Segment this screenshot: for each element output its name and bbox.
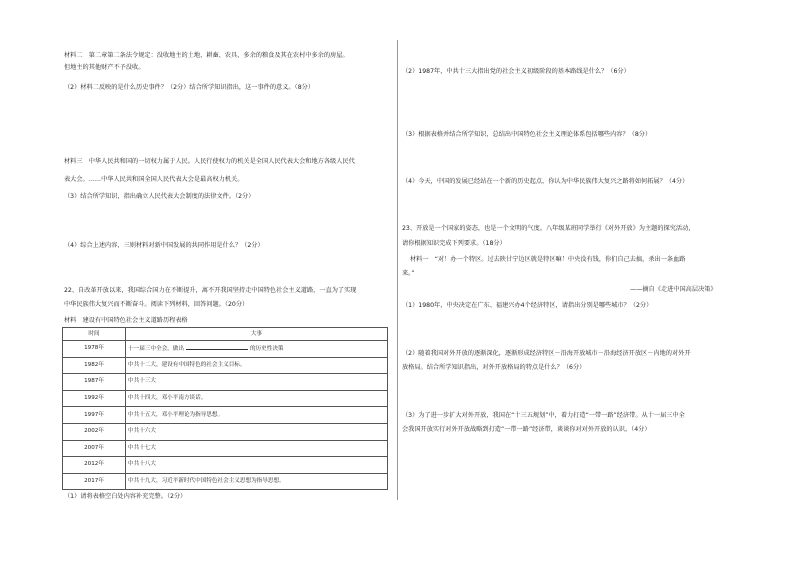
question-23-line-2: 请你根据知识完成下列要求。（18分） (402, 240, 506, 247)
table-header-event: 大事 (126, 328, 388, 341)
table-cell-event: 中共十四大，邓小平南方谈话。 (126, 390, 388, 407)
table-cell-year: 1992年 (63, 390, 126, 407)
table-cell-event: 中共十三大 (126, 374, 388, 391)
table-cell-year: 2007年 (63, 440, 126, 457)
table-cell-event: 中共十九大，习近平新时代中国特色社会主义思想为指导思想。 (126, 473, 388, 490)
table-cell-event (126, 341, 388, 358)
table-header-time: 时间 (63, 328, 126, 341)
table-row (63, 473, 388, 490)
table-cell-year: 1987年 (63, 374, 126, 391)
table-cell-year: 1982年 (63, 357, 126, 374)
table-question-1: （1）请将表格空白处内容补充完整。（2分） (64, 493, 187, 500)
question-23-line-1: 23、开放是一个国家的姿态，也是一个文明的气度。八年级某班同学举行《对外开放》为主题的探究活动， (402, 225, 695, 232)
table-row (63, 357, 388, 374)
material-1-source: ——摘自《走进中国高层决策》 (630, 286, 717, 293)
event-suffix: 的历史性决策 (249, 346, 284, 353)
question-2: （2）材料二反映的是什么历史事件？（2分）结合所学知识指出，这一事件的意义。（8分） (64, 84, 315, 91)
table-header-row (63, 328, 388, 341)
table-cell-event: 中共十七大 (126, 440, 388, 457)
question-23-2-line-1: （2）随着我国对外开放的逐渐深化，逐渐形成经济特区－沿海开放城市－沿海经济开放区－内地的对外开 (402, 350, 691, 357)
table-caption: 材料 建设有中国特色社会主义道路历程表格 (64, 317, 188, 324)
material-2-line-1: 材料二 第二章第二条法令规定：没收地主的土地、耕畜、农具、多余的粮食及其在农村中多余的房屋。 (64, 52, 349, 59)
table-cell-event: 中共十二大，建设有中国特色的社会主义目标。 (126, 357, 388, 374)
question-4: （4）综合上述内容，三则材料对新中国发展的共同作用是什么？（2分） (64, 242, 264, 249)
table-cell-year: 2002年 (63, 423, 126, 440)
right-question-2: （2）1987年，中共十三大指出党的社会主义初级阶段的基本路线是什么？（6分） (402, 68, 630, 75)
material-1-line-1: 材料一 “对！办一个特区。过去陕甘宁边区就是特区嘛！中央没有钱，你们自己去搞，杀出一条血路 (410, 256, 686, 263)
question-23-2-line-2: 放格局。结合所学知识指出，对外开放格局的特点是什么？（6分） (402, 364, 586, 371)
question-22-line-2: 中华民族伟大复兴而不断奋斗。阅读下列材料，回答问题。（20分） (64, 301, 249, 308)
right-question-4: （4）今天，中国的发展已经站在一个新的历史起点，你认为中华民族伟大复兴之路将如何拓展？（4分） (402, 178, 689, 185)
event-prefix: 十一届三中全会，做出 (128, 346, 184, 353)
table-row (63, 341, 388, 358)
table-cell-year: 2012年 (63, 457, 126, 474)
fill-blank-field[interactable] (186, 344, 248, 350)
column-divider (397, 40, 398, 500)
table-cell-event: 中共十六大 (126, 423, 388, 440)
question-22-line-1: 22、自改革开放以来，我国综合国力在不断提升，离不开我国坚持走中国特色社会主义道路，一直为了实现 (64, 287, 357, 294)
right-question-3: （3）根据表格并结合所学知识，总结出中国特色社会主义理论体系包括哪些内容？（8分） (402, 131, 652, 138)
question-23-3-line-1: （3）为了进一步扩大对外开放，我国在“十三五规划”中，着力打造“一带一路”经济带。从十一届三中全 (402, 412, 685, 419)
material-2-line-2: 但地主的其他财产不予没收。 (64, 64, 145, 71)
table-row (63, 407, 388, 424)
material-1-line-2: 来。” (402, 270, 415, 277)
table-cell-event: 中共十八大 (126, 457, 388, 474)
table-cell-year: 2017年 (63, 473, 126, 490)
history-table (62, 327, 388, 490)
table-row (63, 423, 388, 440)
material-3-line-1: 材料三 中华人民共和国的一切权力属于人民。人民行使权力的机关是全国人民代表大会和地方各级人民代 (64, 158, 355, 165)
table-row (63, 390, 388, 407)
table-row (63, 457, 388, 474)
question-23-3-line-2: 会我国开放实行对外开放战略到打造“一带一路”经济带，谈谈你对对外开放的认识。（4分） (402, 426, 651, 433)
table-cell-year: 1978年 (63, 341, 126, 358)
table-row (63, 440, 388, 457)
table-row (63, 374, 388, 391)
question-3: （3）结合所学知识，指出确立人民代表大会制度的法律文件。（2分） (64, 193, 255, 200)
table-cell-event: 中共十五大，邓小平理论为指导思想。 (126, 407, 388, 424)
question-23-1: （1）1980年，中央决定在广东、福建兴办4个经济特区，请指出分别是哪些城市？（2分） (402, 302, 653, 309)
table-cell-year: 1997年 (63, 407, 126, 424)
material-3-line-2: 表大会。……中华人民共和国全国人民代表大会是最高权力机关。 (64, 176, 244, 183)
